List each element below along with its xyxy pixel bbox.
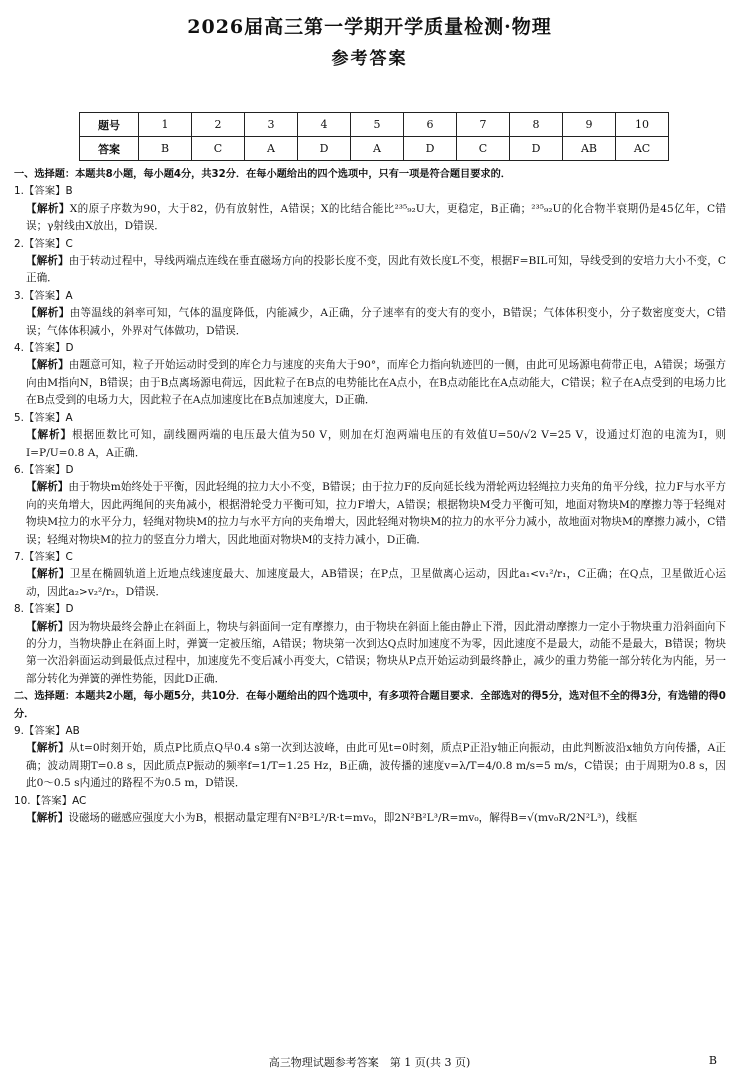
explanation-text: 根据匝数比可知，副线圈两端的电压最大值为50 V，则加在灯泡两端电压的有效值U=50/√2 V=25 V，设通过灯泡的电流为I，则I=P/U=0.8 A，A正确． xyxy=(26,429,727,459)
answer-table-number: 4 xyxy=(298,113,351,137)
question-answer: 8.【答案】D xyxy=(14,603,74,616)
question-explanation xyxy=(14,305,726,340)
answer-table-answer: C xyxy=(457,137,510,161)
section-heading-single-choice: 一、选择题：本题共8小题，每小题4分，共32分．在每小题给出的四个选项中，只有一项是符合题目要求的． xyxy=(14,169,511,180)
page-footer: 高三物理试题参考答案 第 1 页(共 3 页) xyxy=(268,1056,471,1069)
answer-table-number: 5 xyxy=(351,113,404,137)
question-explanation xyxy=(14,566,726,601)
page-subtitle: 参考答案 xyxy=(331,49,408,69)
explanation-tag: 【解析】 xyxy=(26,307,70,320)
question-answer: 10.【答案】AC xyxy=(14,794,87,807)
explanation-text: 由于物块m始终处于平衡，因此轻绳的拉力大小不变，B错误；由于拉力F的反向延长线为滑轮两边轻绳拉力夹角的角平分线，拉力F与水平方向的夹角增大，因此两绳间的夹角减小，根据滑轮受力平衡可知，拉力F增大，A错误；根据物块M受力平衡可知，地面对物块M的摩擦力等于轻绳对物块M拉力的水平分力，轻绳对物块M的拉力与水平方向的夹角增大，因此轻绳对物块M的拉力的水平分力减小，故地面对物块M的摩擦力减小，C错误；轻绳对物块M的拉力的竖直分力增大，因此地面对物块M的支持力减小，D正确． xyxy=(26,481,727,546)
question-explanation xyxy=(14,619,726,689)
answer-table-number: 9 xyxy=(563,113,616,137)
answer-table-number: 6 xyxy=(404,113,457,137)
answer-table-number: 10 xyxy=(616,113,669,137)
question-answer: 5.【答案】A xyxy=(14,411,73,424)
explanation-tag: 【解析】 xyxy=(26,568,70,581)
explanation-text: 设磁场的磁感应强度大小为B，根据动量定理有N²B²L²/R·t=mv₀，即2N²B²L³/R=mv₀，解得B=√(mv₀R/2N²L³)，线框 xyxy=(68,812,638,825)
answer-table-number: 3 xyxy=(245,113,298,137)
answer-table-answer: AC xyxy=(616,137,669,161)
answer-table-number: 2 xyxy=(192,113,245,137)
paper-version-letter: B xyxy=(708,1054,717,1067)
question-answer: 9.【答案】AB xyxy=(14,725,80,737)
explanation-text: 卫星在椭圆轨道上近地点线速度最大、加速度最大，AB错误；在P点，卫星做离心运动，因此a₁<v₁²/r₁，C正确；在Q点，卫星做近心运动，因此a₂>v₂²/r₂，D错误． xyxy=(26,568,726,598)
answer-table xyxy=(79,112,669,161)
explanation-text: 因为物块最终会静止在斜面上，物块与斜面间一定有摩擦力，由于物块在斜面上能由静止下滑，因此滑动摩擦力一定小于物块重力沿斜面向下的分力，当物块静止在斜面上时，弹簧一定被压缩，A错误；物块第一次到达Q点时加速度不为零，因此速度不是最大，动能不是最大，B错误；物块第一次沿斜面运动到最低点过程中，加速度先不变后减小再变大，C错误；物块从P点开始运动到最终静止，减少的重力势能一部分转化为内能，另一部分转化为弹簧的弹性势能，因此D正确． xyxy=(26,620,727,685)
answer-content xyxy=(14,166,726,827)
answer-table-number: 8 xyxy=(510,113,563,137)
explanation-tag: 【解析】 xyxy=(26,359,69,372)
answer-table-number: 7 xyxy=(457,113,510,137)
answer-table-answer: D xyxy=(298,137,351,161)
answer-table-answer-row xyxy=(80,137,669,161)
question-explanation xyxy=(14,253,726,288)
section-heading-multiple-choice: 二、选择题：本题共2小题，每小题5分，共10分．在每小题给出的四个选项中，有多项符合题目要求．全部选对的得5分，选对但不全的得3分，有选错的得0分． xyxy=(14,691,726,720)
explanation-text: 由等温线的斜率可知，气体的温度降低，内能减少，A正确，分子速率有的变大有的变小，B错误；气体体积变小，分子数密度变大，C错误；气体体积减小，外界对气体做功，D错误． xyxy=(26,307,726,337)
question-answer: 3.【答案】A xyxy=(14,289,73,302)
answer-table-number: 1 xyxy=(139,113,192,137)
explanation-tag: 【解析】 xyxy=(26,429,72,442)
question-explanation xyxy=(14,479,726,549)
question-answer: 4.【答案】D xyxy=(14,342,74,355)
explanation-tag: 【解析】 xyxy=(26,202,70,215)
question-answer: 1.【答案】B xyxy=(14,185,73,198)
answer-table-answer: C xyxy=(192,137,245,161)
question-answer: 7.【答案】C xyxy=(14,550,73,563)
page-title: 2026届高三第一学期开学质量检测·物理 xyxy=(187,16,552,38)
answer-table-answer: D xyxy=(404,137,457,161)
answer-table-answer: A xyxy=(351,137,404,161)
question-explanation xyxy=(14,740,726,792)
answer-table-answer: D xyxy=(510,137,563,161)
answer-table-number-header: 题号 xyxy=(80,113,139,137)
explanation-text: 由题意可知，粒子开始运动时受到的库仑力与速度的夹角大于90°，而库仑力指向轨迹凹的一侧，由此可见场源电荷带正电，A错误；场强方向由M指向N，B错误；由于B点离场源电荷远，因此粒子在B点的电势能比在A点小，在B点动能比在A点动能大，C错误；粒子在A点受到的电场力比在B点受到的电场力大，因此粒子在A点加速度比在B点加速度大，D正确． xyxy=(26,359,726,407)
question-explanation xyxy=(14,201,726,236)
explanation-tag: 【解析】 xyxy=(26,620,69,633)
question-answer: 6.【答案】D xyxy=(14,463,74,476)
question-answer: 2.【答案】C xyxy=(14,237,73,250)
explanation-text: X的原子序数为90，大于82，仍有放射性，A错误；X的比结合能比²³⁵₉₂U大，更稳定，B正确；²³⁵₉₂U的化合物半衰期仍是45亿年，C错误；γ射线由X放出，D错误． xyxy=(26,202,726,233)
explanation-tag: 【解析】 xyxy=(26,742,69,755)
explanation-tag: 【解析】 xyxy=(26,481,69,494)
explanation-text: 由于转动过程中，导线两端点连线在垂直磁场方向的投影长度不变，因此有效长度L不变，根据F=BIL可知，导线受到的安培力大小不变，C正确． xyxy=(26,255,726,285)
question-explanation xyxy=(14,357,726,409)
question-explanation xyxy=(14,427,726,462)
question-explanation xyxy=(14,810,726,827)
answer-table-answer-header: 答案 xyxy=(80,137,139,161)
explanation-tag: 【解析】 xyxy=(26,812,69,825)
answer-table-answer: AB xyxy=(563,137,616,161)
answer-table-number-row xyxy=(80,113,669,137)
answer-table-answer: A xyxy=(245,137,298,161)
answer-table-answer: B xyxy=(139,137,192,161)
explanation-tag: 【解析】 xyxy=(26,255,69,268)
explanation-text: 从t=0时刻开始，质点P比质点Q早0.4 s第一次到达波峰，由此可见t=0时刻，质点P正沿y轴正向振动，由此判断波沿x轴负方向传播，A正确；波动周期T=0.8 s，因此质点P振动的频率f=1/T=1.25 Hz，B正确，波传播的速度v=λ/T=4/0.8 m/s=5 m/s，C错误；由于周期为0.8 s，因此0～0.5 s内通过的路程不为0.5 m，D错误． xyxy=(26,742,726,790)
